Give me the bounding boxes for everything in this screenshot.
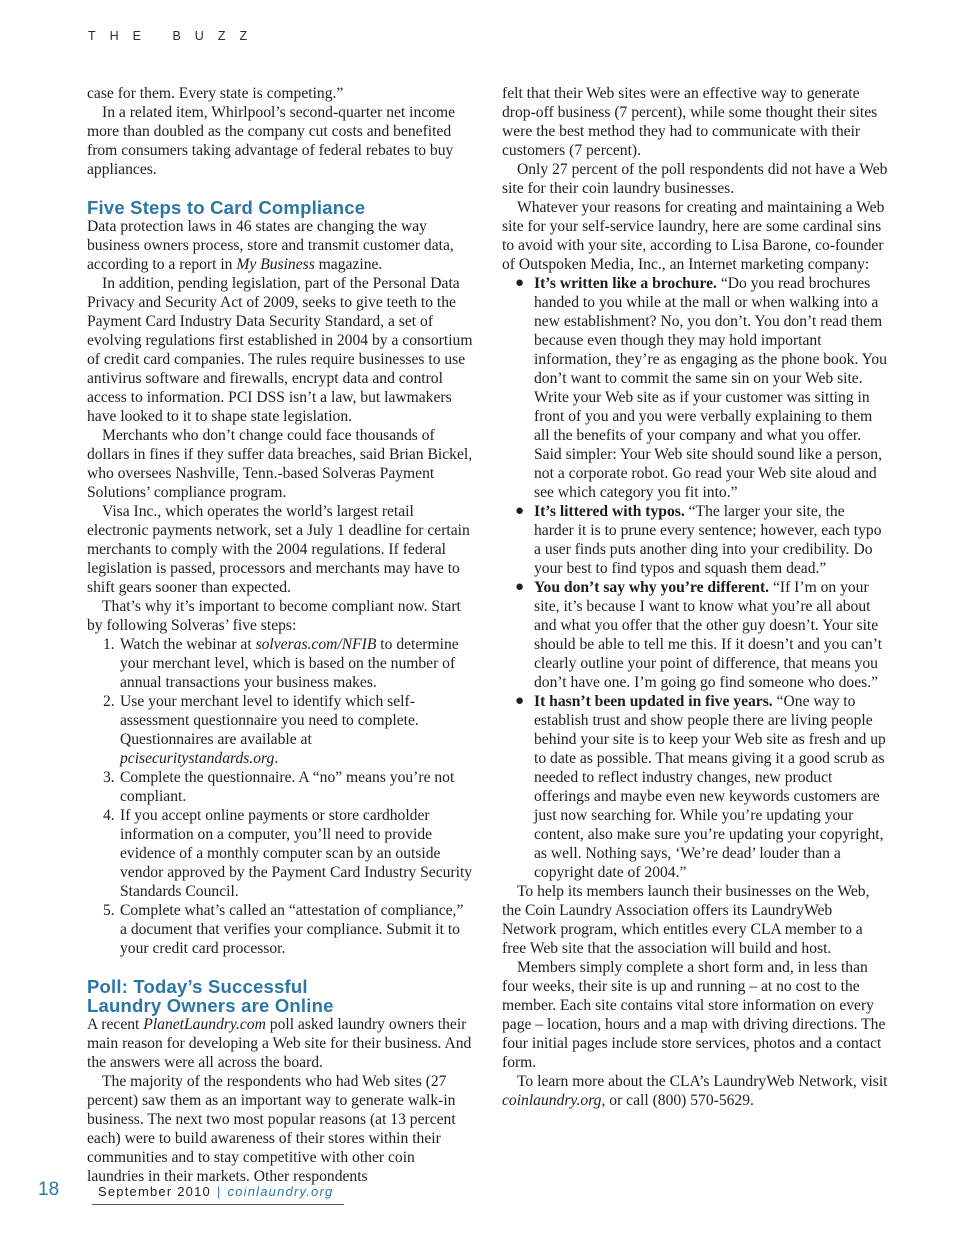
footer-date: September 2010: [98, 1184, 211, 1199]
paragraph: felt that their Web sites were an effective way to generate drop-off business (7 percent), while some thought their sites were the best method they had to communicate with their customers (7 percent).: [502, 85, 878, 159]
list-item: ● It hasn’t been updated in five years. “One way to establish trust and show people there are living people behind your site is to keep your Web site as fresh and up to date as possible. That means giving it a good scrub as needed to reflect industry changes, new product offerings and maybe even new keywords customers are just now searching for. While you’re updating your content, also make sure you’re updating your copyright, as well. Nothing says, ‘We’re dead’ louder than a copyright date of 2004.”: [515, 693, 886, 881]
left-column: [87, 84, 473, 1186]
list-item: ● It’s written like a brochure. “Do you read brochures handed to you while at the mall or when walking into a new establishment? No, you don’t. You don’t read them because even though they may hold important information, they’re as engaging as the phone book. You don’t want to commit the same sin on your Web site. Write your Web site as if your customer was sitting in front of you and you were verbally explaining to them all the benefits of your company and what you offer. Said simpler: Your Web site should sound like a person, not a corporate robot. Go read your Web site aloud and see which category you fit into.”: [515, 275, 887, 501]
paragraph: Only 27 percent of the poll respondents did not have a Web site for their coin laundry businesses.: [502, 161, 888, 197]
paragraph: To help its members launch their businesses on the Web, the Coin Laundry Association offers its LaundryWeb Network program, which entitles every CLA member to a free Web site that the association will build and host.: [502, 883, 870, 957]
paragraph: A recent PlanetLaundry.com poll asked laundry owners their main reason for developing a Web site for their business. And the answers were all across the board.: [87, 1016, 472, 1071]
footer: [98, 1184, 333, 1199]
footer-separator: |: [216, 1184, 222, 1199]
paragraph: In a related item, Whirlpool’s second-quarter net income more than doubled as the company cut costs and benefited from consumers taking advantage of federal rebates to buy appliances.: [87, 104, 456, 178]
compliance-steps-list: [87, 635, 473, 958]
right-column: [502, 84, 888, 1110]
footer-site: coinlaundry.org: [227, 1184, 334, 1199]
paragraph: In addition, pending legislation, part of the Personal Data Privacy and Security Act of 2009, seeks to give teeth to the Payment Card Industry Data Security Standard, a set of evolving regulations first established in 2004 by a consortium of credit card companies. The rules require businesses to use antivirus software and firewalls, encrypt data and control access to information. PCI DSS isn’t a law, but lawmakers have looked to it to shape state legislation.: [87, 275, 473, 425]
paragraph: Visa Inc., which operates the world’s largest retail electronic payments network, set a July 1 deadline for certain merchants to comply with the 2004 regulations. If federal legislation is passed, processors and merchants may have to shift gears sooner than expected.: [87, 503, 470, 596]
paragraph: That’s why it’s important to become compliant now. Start by following Solveras’ five steps:: [87, 598, 461, 634]
list-item: 1. Watch the webinar at solveras.com/NFIB to determine your merchant level, which is based on the number of annual transactions your business makes.: [103, 636, 459, 691]
section-heading-poll: Poll: Today’s Successful Laundry Owners are Online: [87, 976, 334, 1016]
section-heading-card-compliance: Five Steps to Card Compliance: [87, 197, 366, 218]
paragraph: Merchants who don’t change could face thousands of dollars in fines if they suffer data breaches, said Brian Bickel, who oversees Nashville, Tenn.-based Solveras Payment Solutions’ compliance program.: [87, 427, 473, 501]
paragraph: To learn more about the CLA’s LaundryWeb Network, visit coinlaundry.org, or call (800) 570-5629.: [502, 1073, 888, 1109]
running-header: THE BUZZ: [88, 29, 262, 43]
footer-rule: [92, 1204, 344, 1205]
paragraph: The majority of the respondents who had Web sites (27 percent) saw them as an important way to generate walk-in business. The next two most popular reasons (at 13 percent each) were to build awareness of their stores within their communities and to stay competitive with other coin laundries in their markets. Other respondents: [87, 1073, 456, 1185]
list-item: 3. Complete the questionnaire. A “no” means you’re not compliant.: [103, 769, 455, 805]
paragraph: Members simply complete a short form and, in less than four weeks, their site is up and running – at no cost to the member. Each site contains vital store information on every page – location, hours and a map with driving directions. The four initial pages include store services, photos and a contact form.: [502, 959, 886, 1071]
list-item: ● You don’t say why you’re different. “If I’m on your site, it’s because I want to know what you’re all about and what you offer that the other guy doesn’t. Your site should be able to tell me this. If it doesn’t and you can’t clearly outline your point of difference, that means you don’t have one. I’m going go find someone who does.”: [515, 579, 883, 691]
page-number: 18: [38, 1179, 60, 1200]
bullet-icon: ●: [515, 693, 525, 709]
list-item: 4. If you accept online payments or store cardholder information on a computer, you’ll need to provide evidence of a monthly computer scan by an outside vendor approved by the Payment Card Industry Security Standards Council.: [103, 807, 473, 900]
list-item: 2. Use your merchant level to identify which self-assessment questionnaire you need to complete. Questionnaires are available at pcisecuritystandards.org.: [103, 693, 419, 767]
paragraph: case for them. Every state is competing.”: [87, 85, 344, 102]
bullet-icon: ●: [515, 275, 525, 291]
paragraph: Data protection laws in 46 states are changing the way business owners process, store and transmit customer data, according to a report in My Business magazine.: [87, 218, 454, 273]
bullet-icon: ●: [515, 503, 525, 519]
bullet-icon: ●: [515, 579, 525, 595]
list-item: 5. Complete what’s called an “attestation of compliance,” a document that verifies your compliance. Submit it to your credit card processor.: [103, 902, 464, 957]
cardinal-sins-list: [502, 274, 888, 882]
list-item: ● It’s littered with typos. “The larger your site, the harder it is to prune every sentence; however, each typo a user finds puts another ding into your credibility. Do your best to find typos and squash them dead.”: [515, 503, 882, 577]
paragraph: Whatever your reasons for creating and maintaining a Web site for your self-service laundry, here are some cardinal sins to avoid with your site, according to Lisa Barone, co-founder of Outspoken Media, Inc., an Internet marketing company:: [502, 199, 885, 273]
